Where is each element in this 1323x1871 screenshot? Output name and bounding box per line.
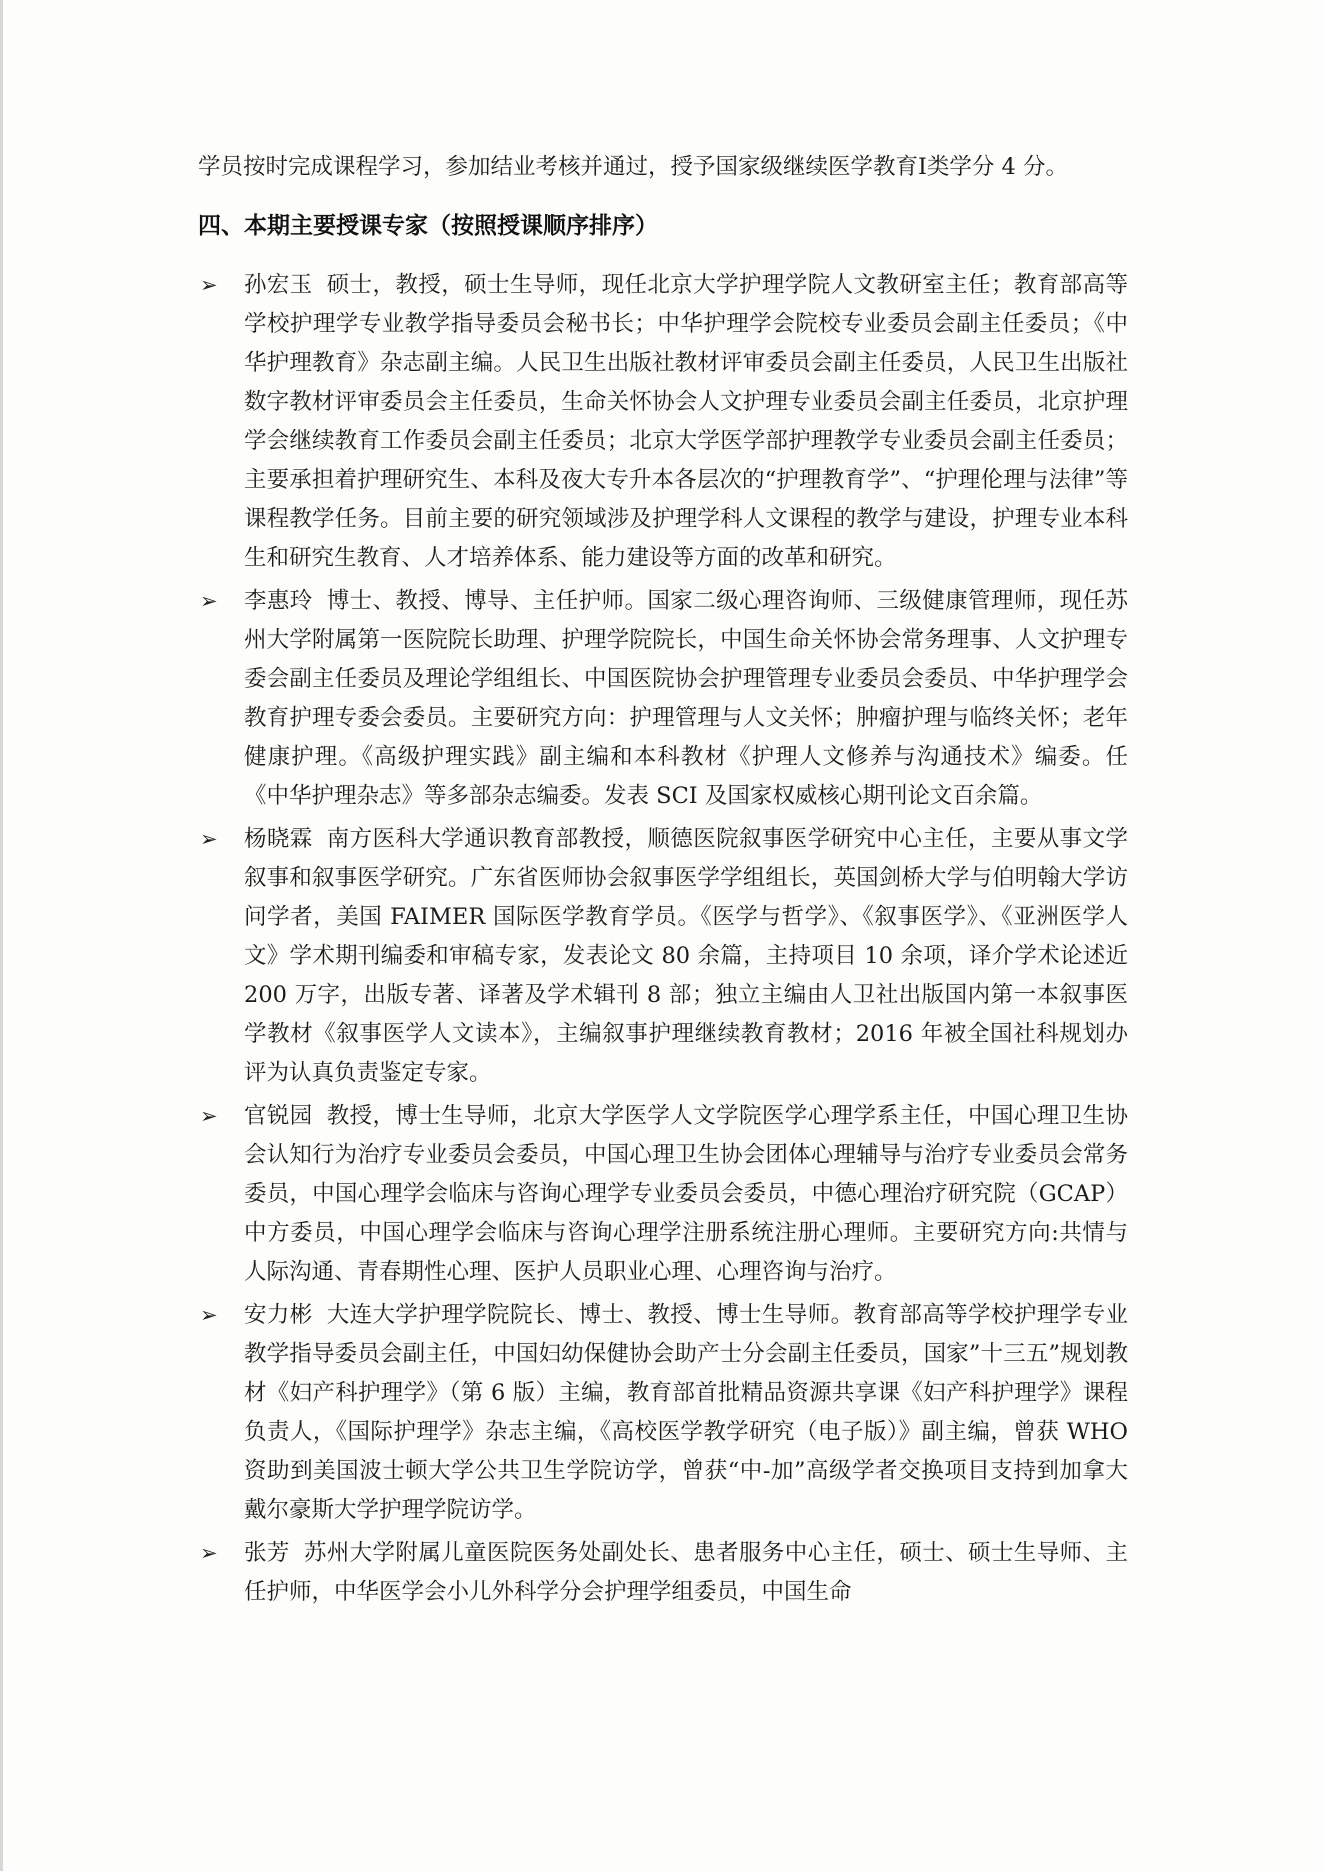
expert-list: [198, 266, 1128, 1612]
arrow-bullet-icon: ➢: [200, 589, 218, 613]
expert-name: 安力彬: [244, 1302, 313, 1328]
expert-bio: 硕士，教授，硕士生导师，现任北京大学护理学院人文教研室主任；教育部高等学校护理学专业教学指导委员会秘书长；中华护理学会院校专业委员会副主任委员；《中华护理教育》杂志副主编。人民卫生出版社教材评审委员会副主任委员，人民卫生出版社数字教材评审委员会主任委员，生命关怀协会人文护理专业委员会副主任委员，北京护理学会继续教育工作委员会副主任委员；北京大学医学部护理教学专业委员会副主任委员；主要承担着护理研究生、本科及夜大专升本各层次的“护理教育学”、“护理伦理与法律”等课程教学任务。目前主要的研究领域涉及护理学科人文课程的教学与建设，护理专业本科生和研究生教育、人才培养体系、能力建设等方面的改革和研究。: [244, 272, 1128, 571]
expert-bio: 博士、教授、博导、主任护师。国家二级心理咨询师、三级健康管理师，现任苏州大学附属第一医院院长助理、护理学院院长，中国生命关怀协会常务理事、人文护理专委会副主任委员及理论学组组长、中国医院协会护理管理专业委员会委员、中华护理学会教育护理专委会委员。主要研究方向：护理管理与人文关怀；肿瘤护理与临终关怀；老年健康护理。《高级护理实践》副主编和本科教材《护理人文修养与沟通技术》编委。任《中华护理杂志》等多部杂志编委。发表 SCI 及国家权威核心期刊论文百余篇。: [244, 588, 1128, 809]
expert-item: [198, 1097, 1128, 1292]
expert-name: 孙宏玉: [244, 272, 313, 298]
arrow-bullet-icon: ➢: [200, 827, 218, 851]
expert-name: 官锐园: [244, 1103, 313, 1129]
expert-item: [198, 266, 1128, 578]
expert-bio: 大连大学护理学院院长、博士、教授、博士生导师。教育部高等学校护理学专业教学指导委员会副主任，中国妇幼保健协会助产士分会副主任委员，国家”十三五”规划教材《妇产科护理学》（第 6 版）主编，教育部首批精品资源共享课《妇产科护理学》课程负责人，《国际护理学》杂志主编，《高校医学教学研究（电子版）》副主编，曾获 WHO 资助到美国波士顿大学公共卫生学院访学，曾获“中-加”高级学者交换项目支持到加拿大戴尔豪斯大学护理学院访学。: [244, 1302, 1128, 1523]
arrow-bullet-icon: ➢: [200, 1541, 218, 1565]
expert-item: [198, 820, 1128, 1093]
page-content: [198, 148, 1128, 1616]
expert-bio: 南方医科大学通识教育部教授，顺德医院叙事医学研究中心主任，主要从事文学叙事和叙事医学研究。广东省医师协会叙事医学学组组长，英国剑桥大学与伯明翰大学访问学者，美国 FAIMER 国际医学教育学员。《医学与哲学》、《叙事医学》、《亚洲医学人文》学术期刊编委和审稿专家，发表论文 80 余篇，主持项目 10 余项，译介学术论述近 200 万字，出版专著、译著及学术辑刊 8 部；独立主编由人卫社出版国内第一本叙事医学教材《叙事医学人文读本》，主编叙事护理继续教育教材；2016 年被全国社科规划办评为认真负责鉴定专家。: [244, 826, 1128, 1086]
expert-name: 张芳: [244, 1540, 290, 1566]
expert-item: [198, 1534, 1128, 1612]
expert-name: 杨晓霖: [244, 826, 313, 852]
expert-item: [198, 1296, 1128, 1530]
arrow-bullet-icon: ➢: [200, 273, 218, 297]
arrow-bullet-icon: ➢: [200, 1303, 218, 1327]
expert-bio: 苏州大学附属儿童医院医务处副处长、患者服务中心主任，硕士、硕士生导师、主任护师，中华医学会小儿外科学分会护理学组委员，中国生命: [244, 1540, 1128, 1605]
intro-paragraph: 学员按时完成课程学习，参加结业考核并通过，授予国家级继续医学教育Ⅰ类学分 4 分。: [198, 154, 1069, 180]
expert-item: [198, 582, 1128, 816]
arrow-bullet-icon: ➢: [200, 1104, 218, 1128]
expert-bio: 教授，博士生导师，北京大学医学人文学院医学心理学系主任，中国心理卫生协会认知行为治疗专业委员会委员，中国心理卫生协会团体心理辅导与治疗专业委员会常务委员，中国心理学会临床与咨询心理学专业委员会委员，中德心理治疗研究院（GCAP）中方委员，中国心理学会临床与咨询心理学注册系统注册心理师。主要研究方向:共情与人际沟通、青春期性心理、医护人员职业心理、心理咨询与治疗。: [244, 1103, 1128, 1285]
section-heading: 四、本期主要授课专家（按照授课顺序排序）: [198, 213, 658, 239]
expert-name: 李惠玲: [244, 588, 313, 614]
scan-edge: [0, 0, 3, 1871]
